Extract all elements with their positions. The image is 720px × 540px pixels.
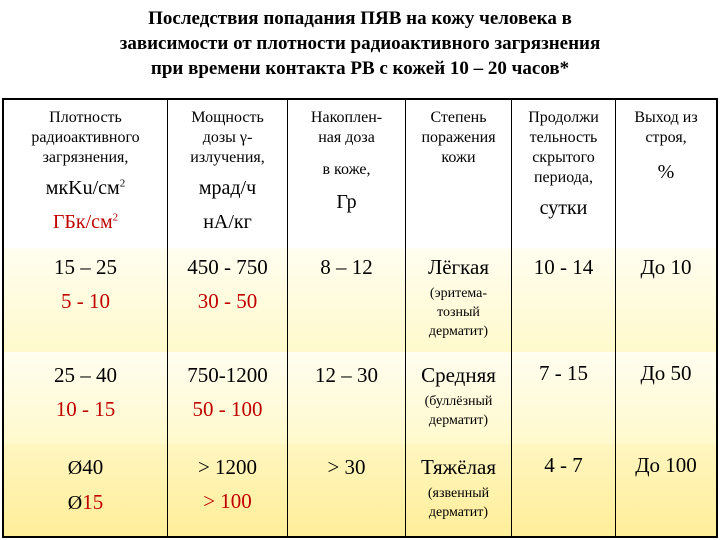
latent-value: 7 - 15 bbox=[539, 361, 588, 385]
header-unit: % bbox=[657, 161, 675, 183]
header-text: тельность bbox=[529, 129, 598, 146]
header-unit-red: ГБк/$см^2$ bbox=[52, 211, 119, 233]
density-gbk-value: 10 - 15 bbox=[55, 397, 116, 421]
degree-note: (буллёзный bbox=[424, 394, 493, 409]
density-gbk-value: Ø15 bbox=[67, 490, 104, 514]
header-text: кожи bbox=[441, 149, 476, 166]
dose-value: 8 – 12 bbox=[320, 255, 373, 279]
table-row bbox=[4, 444, 716, 536]
header-text: Выход из bbox=[634, 109, 698, 126]
table-row bbox=[4, 352, 716, 445]
header-unit: Гр bbox=[336, 191, 357, 213]
power-value: 750-1200 bbox=[187, 363, 268, 387]
density-gbk-value: 5 - 10 bbox=[61, 289, 110, 313]
degree-note: (язвенный bbox=[427, 486, 490, 501]
disabled-value: До 100 bbox=[635, 453, 697, 477]
cell-latent bbox=[512, 352, 616, 444]
table-header-row bbox=[4, 100, 716, 249]
header-text: Мощность bbox=[191, 109, 264, 126]
power-value: 450 - 750 bbox=[187, 255, 268, 279]
power-na-value: > 100 bbox=[203, 489, 252, 513]
cell-degree bbox=[406, 352, 512, 444]
header-text: поражения bbox=[421, 129, 496, 146]
disabled-value: До 10 bbox=[640, 255, 692, 279]
cell-power bbox=[168, 248, 288, 352]
header-unit: сутки bbox=[539, 197, 588, 219]
header-text: радиоактивного bbox=[31, 129, 140, 146]
cell-degree bbox=[406, 248, 512, 352]
cell-density bbox=[4, 352, 168, 444]
cell-dose bbox=[288, 352, 406, 444]
header-text: ная доза bbox=[318, 129, 375, 146]
header-dose bbox=[288, 100, 406, 248]
degree-value: Тяжёлая bbox=[421, 455, 496, 479]
density-value: 15 – 25 bbox=[54, 255, 117, 279]
header-degree bbox=[406, 100, 512, 248]
degree-note: дерматит) bbox=[428, 324, 489, 339]
header-text: скрытого bbox=[532, 149, 595, 166]
data-table bbox=[2, 98, 718, 538]
header-text: Продолжи bbox=[528, 109, 599, 126]
degree-value: Средняя bbox=[421, 363, 496, 387]
dose-value: > 30 bbox=[327, 455, 366, 479]
header-unit: мрад/ч bbox=[198, 177, 257, 199]
disabled-value: До 50 bbox=[640, 361, 692, 385]
header-power bbox=[168, 100, 288, 248]
header-text: загрязнения, bbox=[42, 149, 129, 166]
degree-value: Лёгкая bbox=[427, 255, 490, 279]
degree-note: (эритема- bbox=[429, 286, 488, 301]
power-na-value: 30 - 50 bbox=[197, 289, 258, 313]
page-title bbox=[0, 6, 720, 81]
title-line-1: Последствия попадания ПЯВ на кожу человека в bbox=[148, 8, 572, 29]
cell-degree bbox=[406, 444, 512, 536]
cell-density bbox=[4, 444, 168, 536]
cell-latent bbox=[512, 248, 616, 352]
header-latent bbox=[512, 100, 616, 248]
title-line-2: зависимости от плотности радиоактивного загрязнения bbox=[119, 33, 601, 54]
title-line-3: при времени контакта РВ с кожей 10 – 20 часов* bbox=[150, 58, 570, 79]
header-text: строя, bbox=[645, 129, 687, 146]
arrow-icon: Ø bbox=[67, 492, 83, 514]
cell-dose bbox=[288, 444, 406, 536]
degree-note: дерматит) bbox=[428, 413, 489, 428]
header-unit: мкKu/$см^2$ bbox=[45, 177, 126, 199]
cell-power bbox=[168, 444, 288, 536]
cell-latent bbox=[512, 444, 616, 536]
cell-disabled bbox=[616, 248, 716, 352]
density-value: 25 – 40 bbox=[54, 363, 117, 387]
cell-disabled bbox=[616, 352, 716, 444]
header-text: Плотность bbox=[49, 109, 122, 126]
dose-value: 12 – 30 bbox=[315, 363, 378, 387]
cell-power bbox=[168, 352, 288, 444]
arrow-icon: Ø bbox=[67, 457, 83, 479]
header-text: в коже, bbox=[322, 161, 371, 178]
cell-disabled bbox=[616, 444, 716, 536]
density-value: Ø40 bbox=[67, 455, 104, 479]
header-disabled bbox=[616, 100, 716, 248]
header-text: Накоплен- bbox=[310, 109, 383, 126]
degree-note: дерматит) bbox=[428, 505, 489, 520]
latent-value: 10 - 14 bbox=[533, 255, 594, 279]
header-text: Степень bbox=[430, 109, 487, 126]
cell-dose bbox=[288, 248, 406, 352]
header-text: периода, bbox=[533, 169, 593, 186]
header-density bbox=[4, 100, 168, 248]
power-value: > 1200 bbox=[197, 455, 258, 479]
cell-density bbox=[4, 248, 168, 352]
latent-value: 4 - 7 bbox=[544, 453, 583, 477]
degree-note: тозный bbox=[437, 305, 480, 320]
header-text: излучения, bbox=[190, 149, 265, 166]
header-text: дозы γ- bbox=[202, 129, 253, 146]
power-na-value: 50 - 100 bbox=[192, 397, 263, 421]
header-unit: нА/кг bbox=[203, 211, 252, 233]
table-row bbox=[4, 248, 716, 353]
